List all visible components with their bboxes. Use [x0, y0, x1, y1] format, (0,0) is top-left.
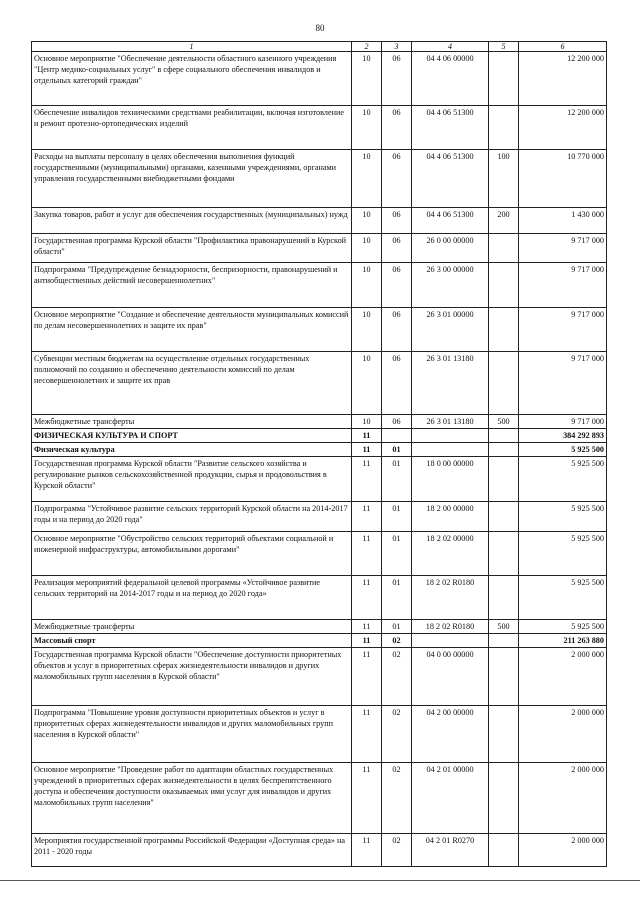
row-name: Межбюджетные трансферты — [32, 415, 352, 429]
row-vr: 100 — [489, 150, 519, 208]
row-vr — [489, 502, 519, 532]
row-rz: 10 — [352, 234, 382, 263]
row-rz: 11 — [352, 620, 382, 634]
row-vr — [489, 706, 519, 763]
row-name: Государственная программа Курской области "Развитие сельского хозяйства и регулирование рынков сельскохозяйственной продукции, сырья и продовольствия в Курской области" — [32, 457, 352, 502]
table-row — [32, 429, 607, 443]
table-row — [32, 106, 607, 150]
row-amount: 384 292 893 — [519, 429, 607, 443]
row-name: Основное мероприятие "Обустройство сельских территорий объектами социальной и инженерной инфраструктуры, автомобильными дорогами" — [32, 532, 352, 576]
row-vr — [489, 308, 519, 352]
row-vr — [489, 648, 519, 706]
row-vr: 500 — [489, 415, 519, 429]
table-row — [32, 234, 607, 263]
header-cell-1: 1 — [32, 42, 352, 52]
row-csr: 18 0 00 00000 — [412, 457, 489, 502]
header-cell-2: 2 — [352, 42, 382, 52]
table-row — [32, 620, 607, 634]
row-csr: 04 2 01 00000 — [412, 763, 489, 834]
row-csr: 18 2 02 R0180 — [412, 576, 489, 620]
row-csr — [412, 443, 489, 457]
row-rz: 11 — [352, 532, 382, 576]
row-amount: 9 717 000 — [519, 308, 607, 352]
row-name: Государственная программа Курской области "Профилактика правонарушений в Курской области" — [32, 234, 352, 263]
row-vr — [489, 457, 519, 502]
table-row — [32, 502, 607, 532]
row-name: Основное мероприятие "Обеспечение деятельности областного казенного учреждения "Центр медико-социальных услуг" в сфере социального обеспечения инвалидов и отдельных категорий граждан" — [32, 52, 352, 106]
row-csr: 26 3 00 00000 — [412, 263, 489, 308]
row-rz: 11 — [352, 443, 382, 457]
row-name: Подпрограмма "Предупреждение безнадзорности, беспризорности, правонарушений и антиобщественных действий несовершеннолетних" — [32, 263, 352, 308]
row-rz: 11 — [352, 763, 382, 834]
row-csr: 04 4 06 51300 — [412, 106, 489, 150]
table-row — [32, 415, 607, 429]
row-rz: 11 — [352, 576, 382, 620]
row-csr: 18 2 00 00000 — [412, 502, 489, 532]
row-name: Межбюджетные трансферты — [32, 620, 352, 634]
header-row — [32, 42, 607, 52]
row-csr: 18 2 02 00000 — [412, 532, 489, 576]
row-csr: 04 4 06 00000 — [412, 52, 489, 106]
row-name: Массовый спорт — [32, 634, 352, 648]
row-name: ФИЗИЧЕСКАЯ КУЛЬТУРА И СПОРТ — [32, 429, 352, 443]
header-cell-5: 5 — [489, 42, 519, 52]
row-rz: 10 — [352, 352, 382, 415]
row-name: Физическая культура — [32, 443, 352, 457]
bottom-rule — [0, 880, 640, 881]
row-vr — [489, 52, 519, 106]
row-pr: 06 — [382, 150, 412, 208]
row-vr — [489, 634, 519, 648]
table-row — [32, 263, 607, 308]
row-pr: 01 — [382, 576, 412, 620]
row-amount: 9 717 000 — [519, 415, 607, 429]
row-pr: 01 — [382, 532, 412, 576]
table-row — [32, 648, 607, 706]
row-rz: 10 — [352, 415, 382, 429]
row-rz: 11 — [352, 706, 382, 763]
row-rz: 11 — [352, 634, 382, 648]
row-amount: 5 925 500 — [519, 457, 607, 502]
row-vr — [489, 576, 519, 620]
row-name: Субвенции местным бюджетам на осуществление отдельных государственных полномочий по созданию и обеспечению деятельности комиссий по делам несовершеннолетних и защите их прав — [32, 352, 352, 415]
budget-table — [31, 41, 607, 867]
row-amount: 10 770 000 — [519, 150, 607, 208]
row-amount: 9 717 000 — [519, 263, 607, 308]
table-row — [32, 834, 607, 867]
row-vr — [489, 352, 519, 415]
row-amount: 2 000 000 — [519, 706, 607, 763]
row-vr — [489, 106, 519, 150]
row-pr: 01 — [382, 620, 412, 634]
row-csr: 04 4 06 51300 — [412, 150, 489, 208]
row-csr: 26 3 01 00000 — [412, 308, 489, 352]
row-pr: 06 — [382, 308, 412, 352]
row-amount: 12 200 000 — [519, 52, 607, 106]
row-csr: 26 0 00 00000 — [412, 234, 489, 263]
row-name: Закупка товаров, работ и услуг для обеспечения государственных (муниципальных) нужд — [32, 208, 352, 234]
row-csr: 18 2 02 R0180 — [412, 620, 489, 634]
row-pr: 01 — [382, 457, 412, 502]
table-row — [32, 52, 607, 106]
row-csr: 04 2 00 00000 — [412, 706, 489, 763]
row-name: Государственная программа Курской области "Обеспечение доступности приоритетных объектов и услуг в приоритетных сферах жизнедеятельности инвалидов и других маломобильных групп населения в Курской области" — [32, 648, 352, 706]
header-cell-6: 6 — [519, 42, 607, 52]
row-pr: 02 — [382, 648, 412, 706]
table-row — [32, 532, 607, 576]
row-vr — [489, 532, 519, 576]
row-amount: 2 000 000 — [519, 834, 607, 867]
row-vr — [489, 443, 519, 457]
table-row — [32, 443, 607, 457]
row-amount: 5 925 500 — [519, 620, 607, 634]
row-rz: 10 — [352, 106, 382, 150]
row-rz: 11 — [352, 648, 382, 706]
row-pr: 06 — [382, 352, 412, 415]
row-rz: 10 — [352, 208, 382, 234]
row-amount: 5 925 500 — [519, 532, 607, 576]
row-rz: 11 — [352, 502, 382, 532]
row-pr: 02 — [382, 634, 412, 648]
row-amount: 5 925 500 — [519, 502, 607, 532]
row-amount: 12 200 000 — [519, 106, 607, 150]
page-number: 80 — [315, 23, 325, 33]
table-row — [32, 634, 607, 648]
row-amount: 1 430 000 — [519, 208, 607, 234]
row-pr: 06 — [382, 106, 412, 150]
row-csr — [412, 429, 489, 443]
row-name: Реализация мероприятий федеральной целевой программы «Устойчивое развитие сельских территорий на 2014-2017 годы и на период до 2020 года» — [32, 576, 352, 620]
row-vr — [489, 263, 519, 308]
header-cell-4: 4 — [412, 42, 489, 52]
row-amount: 9 717 000 — [519, 234, 607, 263]
row-amount: 5 925 500 — [519, 443, 607, 457]
row-pr: 06 — [382, 415, 412, 429]
row-vr — [489, 429, 519, 443]
row-name: Обеспечение инвалидов техническими средствами реабилитации, включая изготовление и ремонт протезно-ортопедических изделий — [32, 106, 352, 150]
row-rz: 10 — [352, 308, 382, 352]
row-name: Основное мероприятие "Проведение работ по адаптации областных государственных учреждений в приоритетных сферах жизнедеятельности в целях беспрепятственного доступа и обеспечения доступности оказываемых ими услуг для инвалидов и других маломобильных групп населения" — [32, 763, 352, 834]
row-name: Расходы на выплаты персоналу в целях обеспечения выполнения функций государственными (муниципальными) органами, казенными учреждениями, органами управления государственными внебюджетными фондами — [32, 150, 352, 208]
row-name: Основное мероприятие "Создание и обеспечение деятельности муниципальных комиссий по делам несовершеннолетних и защите их прав" — [32, 308, 352, 352]
row-vr: 200 — [489, 208, 519, 234]
row-csr: 04 0 00 00000 — [412, 648, 489, 706]
table-row — [32, 763, 607, 834]
row-name: Подпрограмма "Устойчивое развитие сельских территорий Курской области на 2014-2017 годы и на период до 2020 года" — [32, 502, 352, 532]
table-row — [32, 208, 607, 234]
row-csr: 26 3 01 13180 — [412, 415, 489, 429]
row-amount: 5 925 500 — [519, 576, 607, 620]
table-row — [32, 308, 607, 352]
row-name: Подпрограмма "Повышение уровня доступности приоритетных объектов и услуг в приоритетных сферах жизнедеятельности инвалидов и других маломобильных групп населения в Курской области" — [32, 706, 352, 763]
row-rz: 10 — [352, 263, 382, 308]
row-name: Мероприятия государственной программы Российской Федерации «Доступная среда» на 2011 - 2020 годы — [32, 834, 352, 867]
row-pr: 06 — [382, 52, 412, 106]
row-amount: 2 000 000 — [519, 763, 607, 834]
table-row — [32, 352, 607, 415]
row-vr — [489, 763, 519, 834]
row-amount: 211 263 880 — [519, 634, 607, 648]
table-row — [32, 706, 607, 763]
row-csr: 04 2 01 R0270 — [412, 834, 489, 867]
row-vr — [489, 234, 519, 263]
row-rz: 11 — [352, 457, 382, 502]
row-rz: 11 — [352, 834, 382, 867]
row-pr: 01 — [382, 502, 412, 532]
row-pr — [382, 429, 412, 443]
row-csr: 26 3 01 13180 — [412, 352, 489, 415]
row-amount: 9 717 000 — [519, 352, 607, 415]
row-rz: 11 — [352, 429, 382, 443]
row-pr: 02 — [382, 763, 412, 834]
table-row — [32, 150, 607, 208]
row-pr: 02 — [382, 706, 412, 763]
row-pr: 06 — [382, 234, 412, 263]
row-csr — [412, 634, 489, 648]
header-cell-3: 3 — [382, 42, 412, 52]
row-pr: 06 — [382, 263, 412, 308]
row-pr: 01 — [382, 443, 412, 457]
table-row — [32, 576, 607, 620]
row-amount: 2 000 000 — [519, 648, 607, 706]
row-vr — [489, 834, 519, 867]
row-pr: 06 — [382, 208, 412, 234]
table-row — [32, 457, 607, 502]
row-vr: 500 — [489, 620, 519, 634]
row-rz: 10 — [352, 52, 382, 106]
row-csr: 04 4 06 51300 — [412, 208, 489, 234]
row-pr: 02 — [382, 834, 412, 867]
row-rz: 10 — [352, 150, 382, 208]
